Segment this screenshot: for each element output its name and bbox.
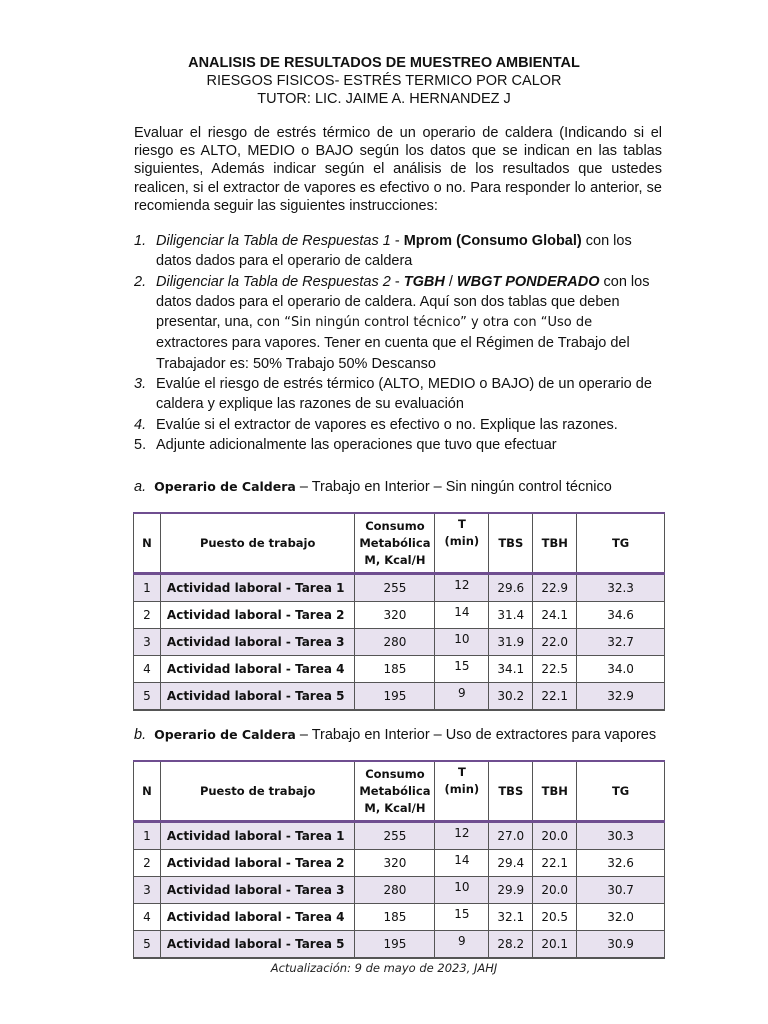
instruction-1: 1. Diligenciar la Tabla de Respuestas 1 - Mprom (Consumo Global) con los datos dados para el operario de caldera: [134, 233, 632, 270]
intro-paragraph: Evaluar el riesgo de estrés térmico de un operario de caldera (Indicando si el riesgo es ALTO, MEDIO o BAJO según los datos que se indican en las tablas siguientes, Además indicar según el análisis de los resultados que ustedes realicen, si el extractor de vapores es efectivo o no. Para responder lo anterior, se recomienda seguir las siguientes instrucciones:: [134, 125, 662, 214]
section-a-heading: a. Operario de Caldera – Trabajo en Interior – Sin ningún control técnico: [134, 479, 612, 495]
document-subtitle: RIESGOS FISICOS- ESTRÉS TERMICO POR CALOR: [206, 73, 562, 89]
table-row: 5 Actividad laboral - Tarea 5 195 9 30.2 22.1 32.9: [134, 683, 665, 711]
col-puesto: Puesto de trabajo: [160, 761, 355, 822]
table-row: 3 Actividad laboral - Tarea 3 280 10 29.9 20.0 30.7: [134, 877, 665, 904]
col-tg: TG: [577, 513, 665, 574]
instruction-4: 4. Evalúe si el extractor de vapores es efectivo o no. Explique las razones.: [134, 416, 618, 433]
col-n: N: [134, 513, 161, 574]
table-b: [133, 760, 665, 959]
col-n: N: [134, 761, 161, 822]
table-row: 3 Actividad laboral - Tarea 3 280 10 31.9 22.0 32.7: [134, 629, 665, 656]
col-tbh: TBH: [533, 761, 577, 822]
instructions-list: [134, 231, 662, 455]
col-consumo: Consumo Metabólica M, Kcal/H: [355, 761, 435, 822]
col-consumo: Consumo Metabólica M, Kcal/H: [355, 513, 435, 574]
table-row: 4 Actividad laboral - Tarea 4 185 15 32.1 20.5 32.0: [134, 904, 665, 931]
table-row: 1 Actividad laboral - Tarea 1 255 12 29.6 22.9 32.3: [134, 574, 665, 602]
document-title: ANALISIS DE RESULTADOS DE MUESTREO AMBIENTAL: [188, 55, 580, 71]
instruction-2: 2. Diligenciar la Tabla de Respuestas 2 - TGBH / WBGT PONDERADO con los datos dados para el operario de caldera. Aquí son dos tablas que deben presentar, una, con “Sin ningún control técnico” y otra con “Uso de extractores para vapores. Tener en cuenta que el Régimen de Trabajo del Trabajador es: 50% Trabajo 50% Descanso: [134, 273, 650, 372]
instruction-3: 3. Evalúe el riesgo de estrés térmico (ALTO, MEDIO o BAJO) de un operario de caldera y explique las razones de su evaluación: [134, 376, 652, 413]
col-t: T (min): [435, 761, 489, 822]
col-tg: TG: [577, 761, 665, 822]
table-row: 4 Actividad laboral - Tarea 4 185 15 34.1 22.5 34.0: [134, 656, 665, 683]
table-row: 1 Actividad laboral - Tarea 1 255 12 27.0 20.0 30.3: [134, 822, 665, 850]
tutor-line: TUTOR: LIC. JAIME A. HERNANDEZ J: [257, 91, 511, 107]
col-puesto: Puesto de trabajo: [160, 513, 355, 574]
section-b-heading: b. Operario de Caldera – Trabajo en Interior – Uso de extractores para vapores: [134, 727, 657, 743]
instruction-5: 5. Adjunte adicionalmente las operaciones que tuvo que efectuar: [134, 436, 557, 453]
table-a: [133, 512, 665, 711]
table-header-row: [134, 513, 665, 574]
col-tbh: TBH: [533, 513, 577, 574]
table-row: 5 Actividad laboral - Tarea 5 195 9 28.2 20.1 30.9: [134, 931, 665, 959]
document-header: [0, 54, 768, 108]
table-header-row: [134, 761, 665, 822]
col-t: T (min): [435, 513, 489, 574]
table-row: 2 Actividad laboral - Tarea 2 320 14 31.4 24.1 34.6: [134, 602, 665, 629]
col-tbs: TBS: [489, 513, 533, 574]
footer-update-note: Actualización: 9 de mayo de 2023, JAHJ: [270, 961, 498, 975]
table-row: 2 Actividad laboral - Tarea 2 320 14 29.4 22.1 32.6: [134, 850, 665, 877]
col-tbs: TBS: [489, 761, 533, 822]
